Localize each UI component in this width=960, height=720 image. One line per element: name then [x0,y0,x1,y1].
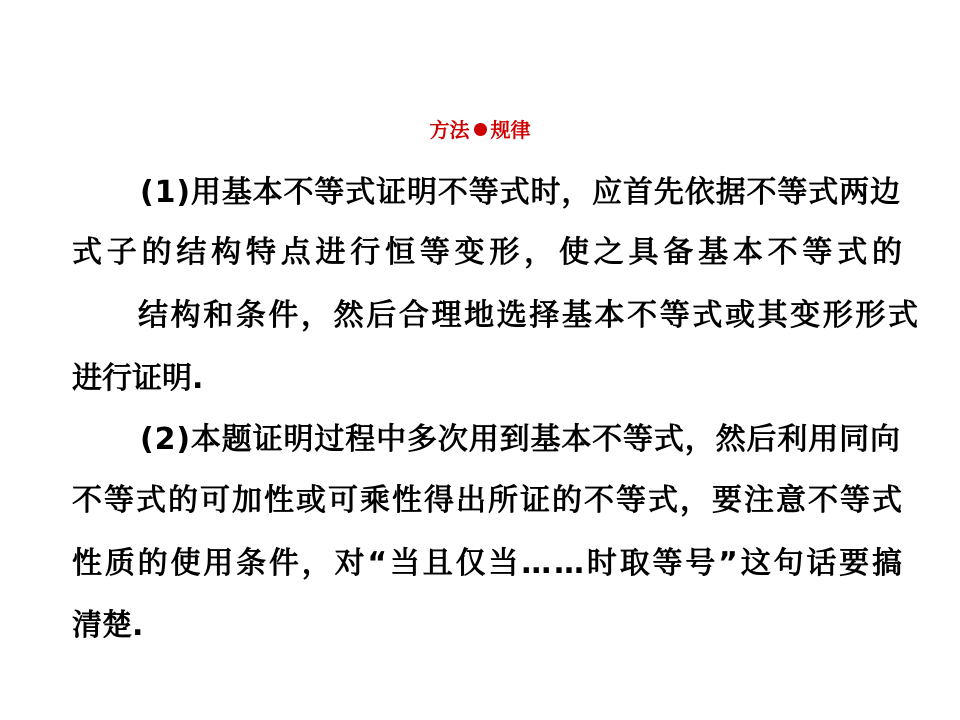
paragraph-1-line-2: 式子的结构特点进行恒等变形，使之具备基本不等式的 [72,235,907,270]
paragraph-2-line-3: 性质的使用条件，对“当且仅当……时取等号”这句话要搞 [72,546,905,581]
bullet-dot-icon [474,123,487,136]
paragraph-1-line-3: 结构和条件，然后合理地选择基本不等式或其变形形式 [138,298,921,333]
paragraph-1-line-4: 进行证明. [72,361,204,396]
paragraph-2-line-1: (2)本题证明过程中多次用到基本不等式，然后利用同向 [140,422,901,457]
paragraph-1-line-1: (1)用基本不等式证明不等式时，应首先依据不等式两边 [140,175,901,210]
method-rule-heading [0,117,960,143]
heading-method-label: 方法 [429,118,470,142]
heading-rule-label: 规律 [490,118,531,142]
paragraph-2-line-4: 清楚. [72,608,144,643]
paragraph-2-line-2: 不等式的可加性或可乘性得出所证的不等式，要注意不等式 [72,483,904,518]
